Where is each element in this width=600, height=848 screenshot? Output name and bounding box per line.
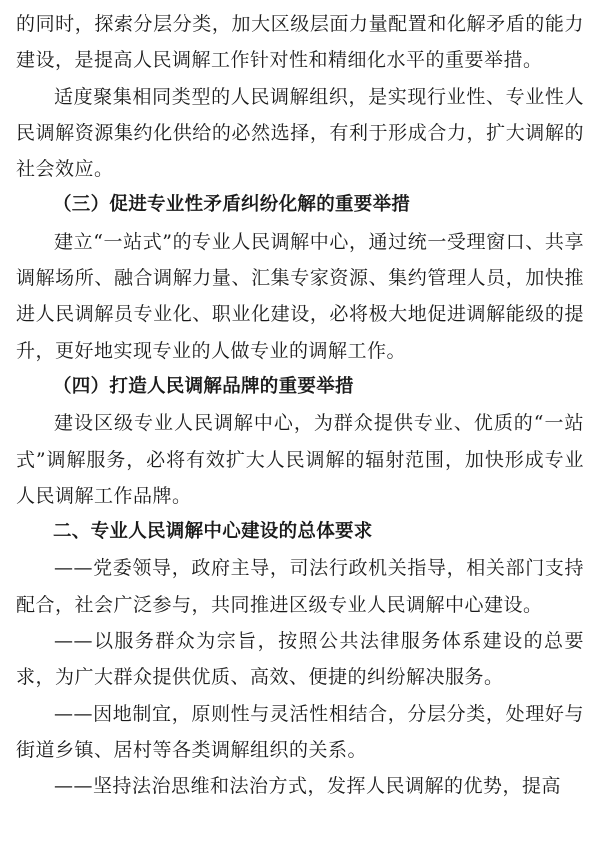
paragraph-brand: 建设区级专业人民调解中心，为群众提供专业、优质的“一站式”调解服务，必将有效扩大人民调解的辐射范围，加快形成专业人民调解工作品牌。 <box>16 412 584 507</box>
section-heading-4: （四）打造人民调解品牌的重要举措 <box>53 375 354 397</box>
paragraph-continuation: 的同时，探索分层分类，加大区级层面力量配置和化解矛盾的能力建设，是提高人民调解工作针对性和精细化水平的重要举措。 <box>16 13 584 72</box>
chapter-heading-2: 二、专业人民调解中心建设的总体要求 <box>53 521 373 543</box>
requirement-item-3: ——因地制宜，原则性与灵活性相结合，分层分类，处理好与街道乡镇、居村等各类调解组织的关系。 <box>16 702 584 761</box>
paragraph-one-stop-center: 建立“一站式”的专业人民调解中心，通过统一受理窗口、共享调解场所、融合调解力量、汇集专家资源、集约管理人员，加快推进人民调解员专业化、职业化建设，必将极大地促进调解能级的提升，更好地实现专业的人做专业的调解工作。 <box>16 230 584 362</box>
paragraph-resource-aggregation: 适度聚集相同类型的人民调解组织，是实现行业性、专业性人民调解资源集约化供给的必然选择，有利于形成合力，扩大调解的社会效应。 <box>16 85 584 181</box>
requirement-item-2: ——以服务群众为宗旨，按照公共法律服务体系建设的总要求，为广大群众提供优质、高效、便捷的纠纷解决服务。 <box>16 630 584 689</box>
section-heading-3: （三）促进专业性矛盾纠纷化解的重要举措 <box>53 194 411 216</box>
requirement-item-4: ——坚持法治思维和法治方式，发挥人民调解的优势，提高 <box>54 775 562 798</box>
requirement-item-1: ——党委领导，政府主导，司法行政机关指导，相关部门支持配合，社会广泛参与，共同推进区级专业人民调解中心建设。 <box>16 557 584 616</box>
document-page <box>16 6 584 805</box>
